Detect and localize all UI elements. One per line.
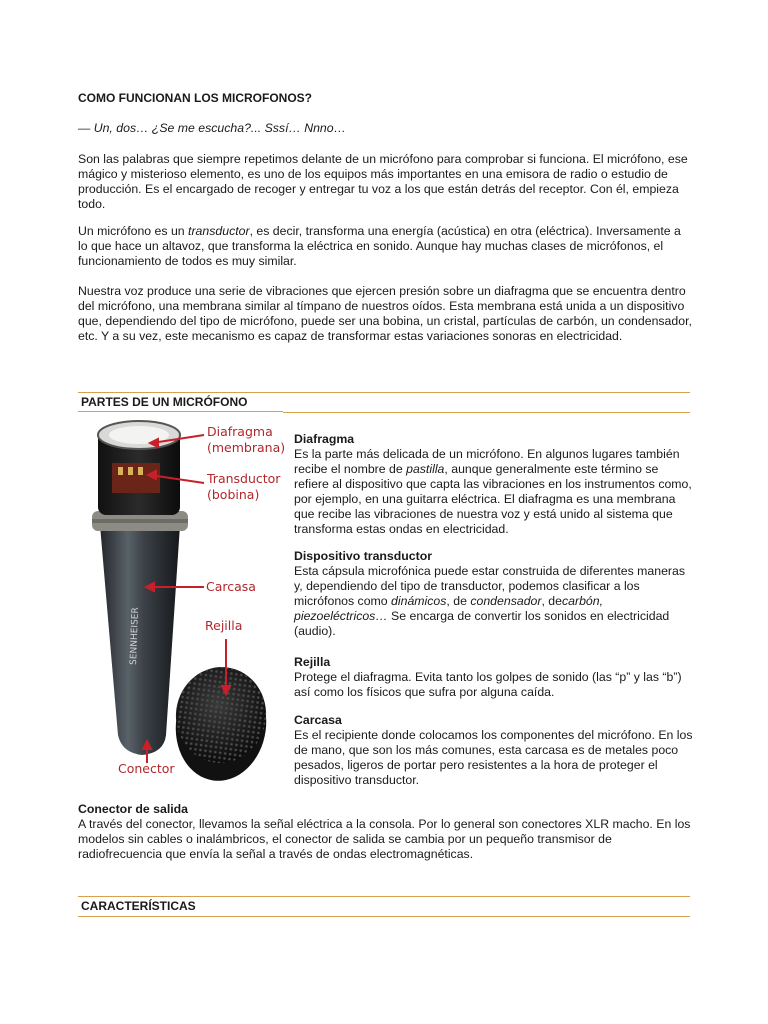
- label-conector: Conector: [118, 761, 175, 776]
- text-run: Esta cápsula microfónica puede estar construida de diferentes maneras y, dependiendo del tipo de transductor, podemos clasificar a los micrófonos como: [294, 564, 685, 608]
- text-run: Protege el diafragma. Evita tanto los golpes de sonido (las “p” y las “b”) así como los físicos que sufra por alguna caída.: [294, 670, 682, 699]
- rejilla-block: [294, 655, 694, 700]
- text-run: , aunque generalmente este término se refiere al dispositivo que capta las vibraciones en los instrumentos como, por ejemplo, en una guitarra eléctrica. El diafragma es una membrana que recibe las vibraciones de nuestra voz y está unido al sistema que transforma estas ondas en electricidad.: [294, 462, 692, 536]
- part-heading: Dispositivo transductor: [294, 549, 433, 563]
- text-run: Un micrófono es un: [78, 224, 189, 238]
- label-line: (membrana): [207, 440, 286, 455]
- text-run: A través del conector, llevamos la señal eléctrica a la consola. Por lo general son conectores XLR macho. En los modelos sin cables o inalámbricos, el conector de salida se cambia por un pequeño transmisor de radiofrecuencia que envía la señal a través de ondas electromagnéticas.: [78, 817, 691, 861]
- section-title-parts: PARTES DE UN MICRÓFONO: [81, 395, 248, 409]
- vibration-paragraph: Nuestra voz produce una serie de vibraciones que ejercen presión sobre un diafragma que se encuentra dentro del micrófono, una membrana similar al tímpano de nuestros oídos. Esta membrana está unida a un dispositivo que, dependiendo del tipo de micrófono, puede ser una bobina, un cristal, partículas de carbón, un condensador, etc. Y a su vez, este mecanismo es capaz de transformar estas variaciones sonoras en electricidad.: [78, 284, 692, 343]
- section-title-caracteristicas: CARACTERÍSTICAS: [81, 899, 196, 913]
- carcasa-block: [294, 713, 694, 788]
- part-heading: Diafragma: [294, 432, 355, 446]
- label-carcasa: Carcasa: [206, 579, 256, 594]
- text-run: Es la parte más delicada de un micrófono. En algunos lugares también recibe el nombre de: [294, 447, 680, 476]
- section-rule-bottom: [78, 916, 690, 917]
- label-line: (bobina): [207, 487, 260, 502]
- text-run: , es decir, transforma una energía (acústica) en otra (eléctrica). Inversamente a lo que hace un altavoz, que transforma la eléctrica en sonido. Aunque hay muchas clases de micrófonos, el funcionamiento de todos es muy similar.: [78, 224, 681, 268]
- transductor-block: [294, 549, 694, 639]
- italic-term: pastilla: [406, 462, 445, 476]
- text-run: Es el recipiente donde colocamos los componentes del micrófono. En los de mano, que son los más comunes, esta carcasa es de metales poco pesados, ligeros de portar pero resistentes a la hora de proteger el dispositivo transductor.: [294, 728, 693, 787]
- text-run: Se encarga de convertir los sonidos en electricidad (audio).: [294, 609, 670, 638]
- section-rule-underline: [78, 411, 283, 412]
- italic-term: carbón, piezoeléctricos…: [294, 594, 604, 623]
- section-rule-top: [78, 896, 690, 897]
- label-rejilla: Rejilla: [205, 618, 243, 633]
- page-title: COMO FUNCIONAN LOS MICROFONOS?: [78, 91, 312, 105]
- transductor-paragraph: [78, 224, 692, 269]
- text-run: , de: [541, 594, 562, 608]
- intro-paragraph: Son las palabras que siempre repetimos delante de un micrófono para comprobar si funciona. El micrófono, ese mágico y misterioso elemento, es uno de los equipos más importantes en una emisora de radio o estudio de producción. Es el encargado de recoger y entregar tu voz a los que están detrás del receptor. Con él, empieza todo.: [78, 152, 688, 211]
- part-heading: Carcasa: [294, 713, 342, 727]
- section-rule-right: [283, 412, 690, 413]
- label-diafragma: [207, 424, 285, 456]
- label-transductor: [207, 471, 280, 503]
- italic-term: transductor: [188, 224, 250, 238]
- label-line: Transductor: [207, 471, 281, 486]
- diafragma-block: [294, 432, 694, 537]
- label-line: Diafragma: [207, 424, 273, 439]
- text-run: , de: [446, 594, 471, 608]
- part-heading: Rejilla: [294, 655, 331, 669]
- conector-block: [78, 802, 698, 862]
- quote-line: — Un, dos… ¿Se me escucha?... Sssí… Nnno…: [78, 121, 346, 135]
- part-heading: Conector de salida: [78, 802, 189, 816]
- section-rule-top: [78, 392, 690, 393]
- brand-print: SENNHEISER: [129, 607, 142, 666]
- italic-term: dinámicos: [391, 594, 447, 608]
- italic-term: condensador: [470, 594, 542, 608]
